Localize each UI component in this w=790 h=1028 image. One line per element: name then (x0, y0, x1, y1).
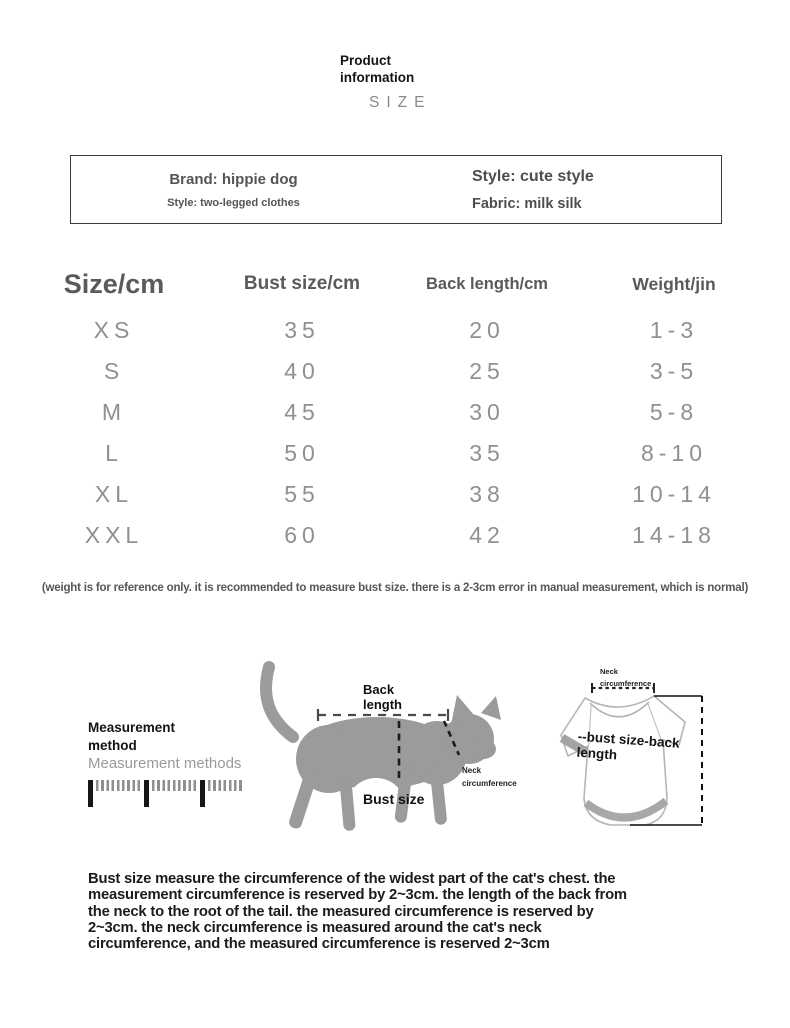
bust-cell: 35 (284, 317, 320, 343)
bust-cell: 55 (284, 481, 320, 507)
measurement-method-subtitle: Measurement methods (88, 755, 242, 772)
spec-box (70, 155, 722, 224)
size-cell: S (103, 358, 125, 384)
weight-reference-note: (weight is for reference only. it is recommended to measure bust size. there is a 2-3cm error in manual measurement, which is normal) (41, 582, 749, 594)
bust-size-label: Bust size (363, 791, 425, 807)
spec-box-right (396, 156, 721, 223)
weight-cell: 5-8 (649, 399, 699, 425)
ruler-major-tick (144, 780, 149, 807)
size-cell: M (101, 399, 127, 425)
column-header-bust: Bust size/cm (243, 273, 361, 294)
size-cell: L (105, 440, 123, 466)
ruler-major-tick (200, 780, 205, 807)
back-cell: 25 (469, 358, 505, 384)
back-cell: 35 (469, 440, 505, 466)
column-header-weight: Weight/jin (632, 273, 716, 294)
bust-cell: 40 (284, 358, 320, 384)
size-table (0, 258, 750, 556)
back-length-label: Back length (363, 682, 402, 712)
measurement-method-title: Measurement method (88, 720, 176, 753)
size-cell: XXL (84, 522, 144, 548)
back-cell: 30 (469, 399, 505, 425)
back-cell: 42 (469, 522, 505, 548)
ruler-minor-ticks (96, 780, 141, 791)
cat-tail (266, 667, 293, 737)
back-cell: 38 (469, 481, 505, 507)
shirt-neck-circumference-label: Neck circumference (600, 667, 652, 688)
table-row (0, 433, 750, 474)
cat-measurement-illustration (255, 655, 527, 835)
style-label: Style: cute style (472, 167, 594, 185)
bust-cell: 50 (284, 440, 320, 466)
table-row (0, 351, 750, 392)
size-cell: XS (93, 317, 135, 343)
cat-muzzle (470, 739, 496, 759)
ruler-minor-ticks (208, 780, 244, 791)
size-table-header (0, 258, 750, 310)
weight-cell: 8-10 (640, 440, 708, 466)
cat-ear (481, 696, 501, 720)
brand-label: Brand: hippie dog (169, 170, 298, 188)
table-row (0, 474, 750, 515)
column-header-back: Back length/cm (426, 274, 548, 293)
bust-cell: 45 (284, 399, 320, 425)
style-secondary-label: Style: two-legged clothes (167, 196, 300, 209)
bust-cell: 60 (284, 522, 320, 548)
column-header-size: Size/cm (63, 268, 165, 299)
measurement-description: Bust size measure the circumference of the widest part of the cat's chest. the measurement circumference is reserved by 2~3cm. the length of the back from the neck to the root of the tail. the measured circumference is reserved by 2~3cm. the neck circumference is measured around the cat's neck circumference, and the measured circumference is reserved 2~3cm (88, 871, 627, 953)
page-title: Product information (340, 53, 415, 86)
table-row (0, 515, 750, 556)
weight-cell: 1-3 (649, 317, 699, 343)
back-cell: 20 (469, 317, 505, 343)
size-cell: XL (94, 481, 134, 507)
ruler-major-tick (88, 780, 93, 807)
size-heading: SIZE (369, 94, 432, 111)
table-row (0, 310, 750, 351)
ruler-minor-ticks (152, 780, 197, 791)
neck-circumference-label: Neck circumference (462, 766, 517, 788)
shirt-annotation-text: --bust size-back length (576, 728, 681, 763)
weight-cell: 10-14 (632, 481, 716, 507)
shirt-measurement-illustration (555, 655, 730, 835)
ruler-graphic (88, 780, 247, 807)
fabric-label: Fabric: milk silk (472, 195, 582, 212)
table-row (0, 392, 750, 433)
weight-cell: 14-18 (632, 522, 716, 548)
spec-box-left (71, 156, 396, 223)
weight-cell: 3-5 (649, 358, 699, 384)
